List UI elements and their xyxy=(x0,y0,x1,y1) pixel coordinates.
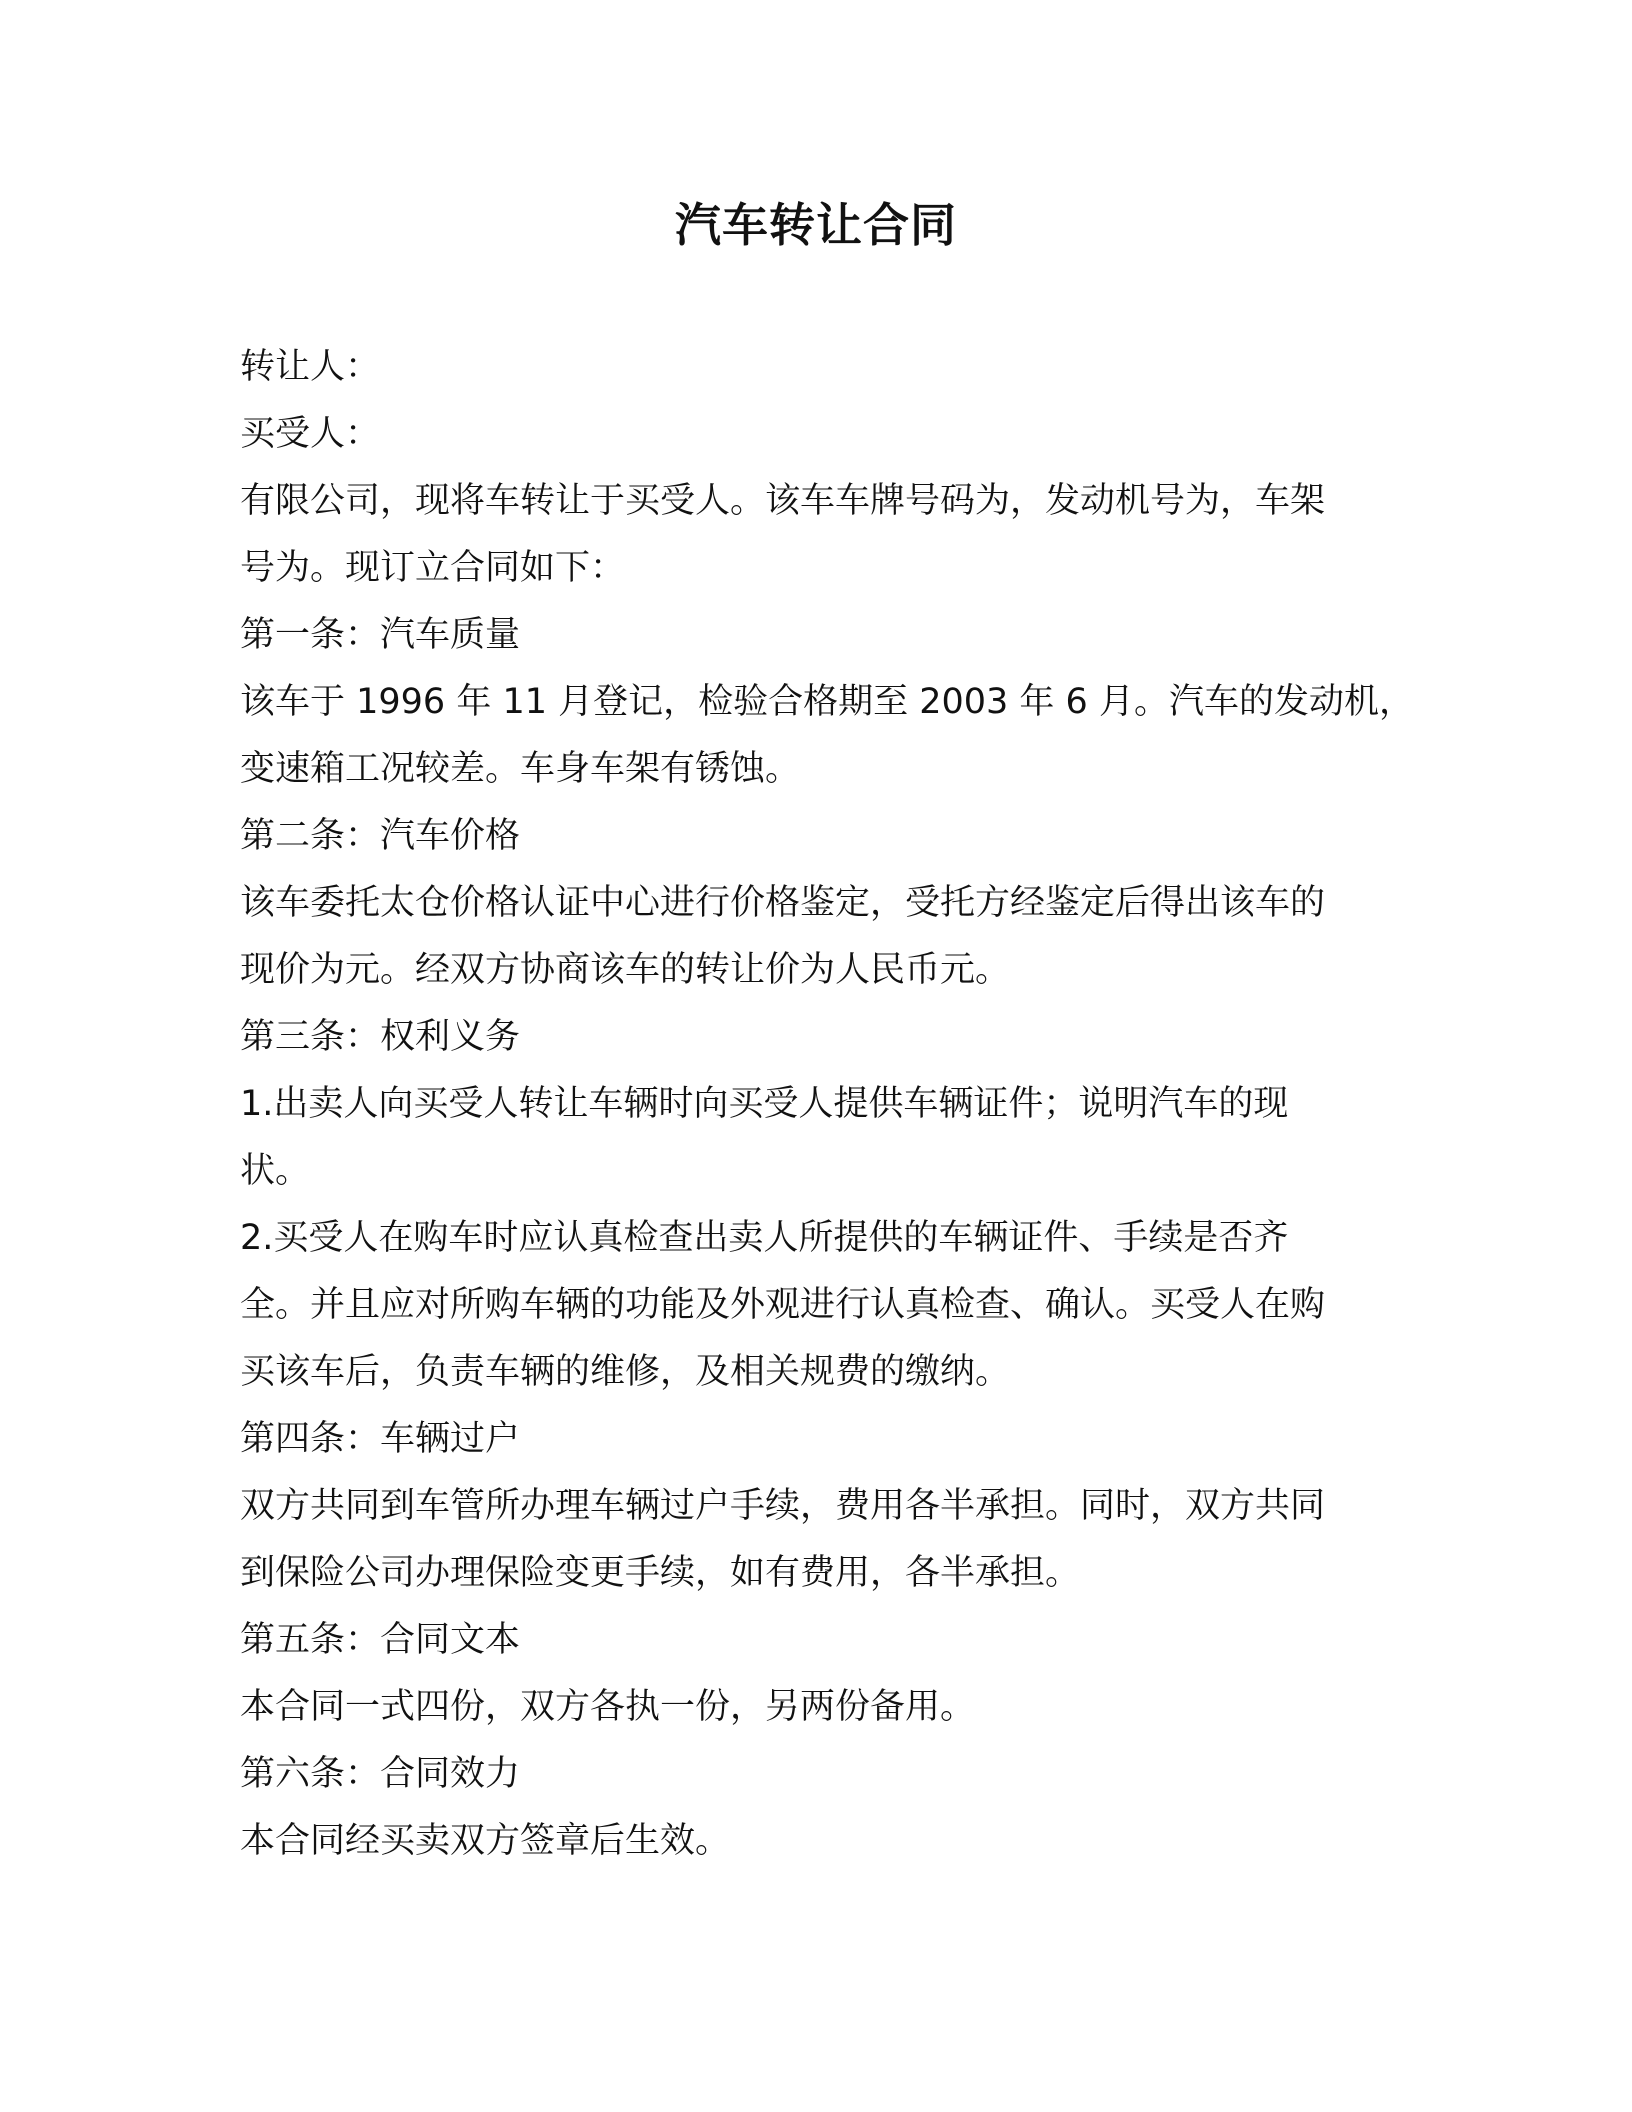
clause-heading-2: 第二条：汽车价格 xyxy=(240,816,521,856)
clause-heading-5: 第五条：合同文本 xyxy=(240,1620,521,1660)
clause-heading-6: 第六条：合同效力 xyxy=(240,1754,521,1794)
text-line: 到保险公司办理保险变更手续，如有费用，各半承担。 xyxy=(240,1553,1081,1593)
clause-heading-1: 第一条：汽车质量 xyxy=(240,615,521,655)
text-line: 该车于 1996 年 11 月登记，检验合格期至 2003 年 6 月。汽车的发动机， xyxy=(240,682,1414,722)
document-title: 汽车转让合同 xyxy=(675,198,957,252)
text-line-buyer: 买受人： xyxy=(240,414,381,454)
text-line: 现价为元。经双方协商该车的转让价为人民币元。 xyxy=(240,950,1011,990)
text-line: 本合同一式四份，双方各执一份，另两份备用。 xyxy=(240,1687,976,1727)
text-line: 全。并且应对所购车辆的功能及外观进行认真检查、确认。买受人在购 xyxy=(240,1285,1326,1325)
text-line: 本合同经买卖双方签章后生效。 xyxy=(240,1821,731,1861)
text-line: 2.买受人在购车时应认真检查出卖人所提供的车辆证件、手续是否齐 xyxy=(240,1218,1289,1258)
clause-heading-4: 第四条：车辆过户 xyxy=(240,1419,521,1459)
clause-heading-3: 第三条：权利义务 xyxy=(240,1017,521,1057)
text-line: 变速箱工况较差。车身车架有锈蚀。 xyxy=(240,749,801,789)
text-line: 双方共同到车管所办理车辆过户手续，费用各半承担。同时，双方共同 xyxy=(240,1486,1326,1526)
text-line: 1.出卖人向买受人转让车辆时向买受人提供车辆证件；说明汽车的现 xyxy=(240,1084,1289,1124)
document-body xyxy=(240,334,1414,1875)
text-line: 号为。现订立合同如下： xyxy=(240,548,626,588)
text-line: 状。 xyxy=(240,1151,311,1191)
text-line: 有限公司，现将车转让于买受人。该车车牌号码为，发动机号为，车架 xyxy=(240,481,1326,521)
text-line: 该车委托太仓价格认证中心进行价格鉴定，受托方经鉴定后得出该车的 xyxy=(240,883,1326,923)
text-line-transferor: 转让人： xyxy=(240,347,381,387)
text-line: 买该车后，负责车辆的维修，及相关规费的缴纳。 xyxy=(240,1352,1011,1392)
